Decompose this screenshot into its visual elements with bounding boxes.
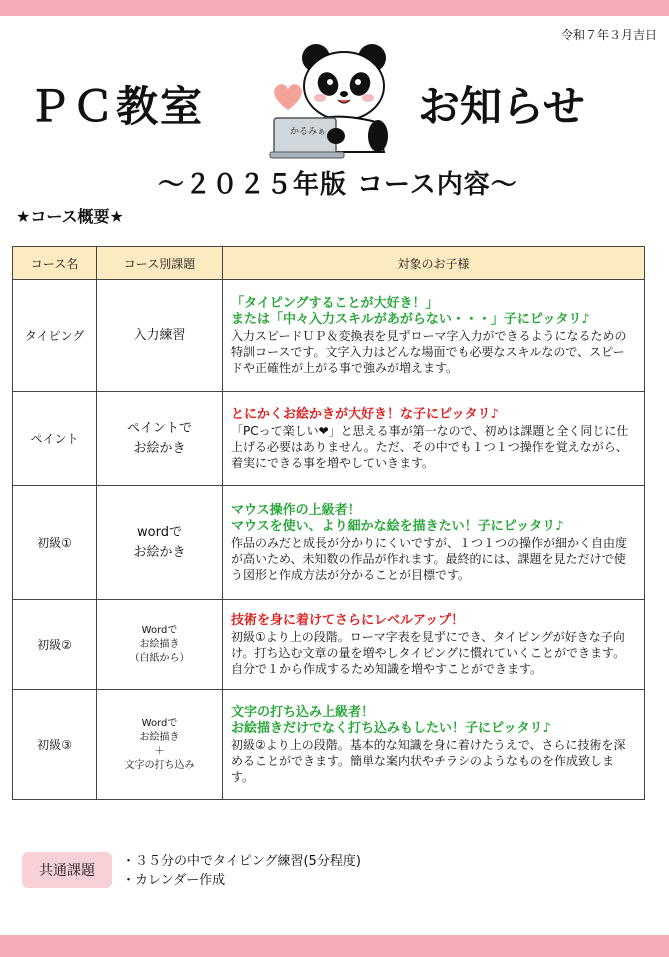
course-detail: 作品のみだと成長が分かりにくいですが、１つ１つの操作が細かく自由度が高いため、未知数の作品が作れます。最終的には、課題を見ただけで使う図形と作成方法が分かることが目標です。 bbox=[231, 535, 628, 582]
course-task-line: お絵かき bbox=[133, 544, 186, 560]
top-pink-band bbox=[0, 0, 669, 16]
course-detail: 初級①より上の段階。ローマ字表を見ずにでき、タイピングが好きな子向け。打ち込む文章の量を増やしタイピングに慣れていくことができます。自分で１から作成するため知識を増やすことができます。 bbox=[231, 629, 626, 676]
bottom-pink-band bbox=[0, 935, 669, 957]
course-name: 初級③ bbox=[13, 690, 97, 800]
course-task-line: お絵描き bbox=[139, 731, 180, 743]
course-task bbox=[97, 486, 223, 600]
course-task bbox=[97, 280, 223, 392]
course-description bbox=[223, 690, 645, 800]
course-lead: 技術を身に着けてさらにレベルアップ！ bbox=[231, 612, 465, 628]
course-task-line: （白紙から） bbox=[129, 652, 190, 664]
course-task-line: ペイントで bbox=[126, 420, 192, 436]
common-task-label: 共通課題 bbox=[22, 852, 112, 888]
course-task-line: Wordで bbox=[141, 717, 178, 729]
course-detail: 入力スピードＵＰ＆変換表を見ずローマ字入力ができるようになるための特訓コースです。文字入力はどんな場面でも必要なスキルなので、スピードや正確性が上がる事で強みが増えます。 bbox=[231, 328, 627, 375]
table-row bbox=[13, 486, 645, 600]
course-task-line: 入力練習 bbox=[133, 327, 186, 343]
course-lead: とにかくお絵かきが大好き！な子にピッタリ♪ bbox=[231, 406, 499, 422]
header-course-name: コース名 bbox=[13, 247, 97, 280]
title-announcement: お知らせ bbox=[418, 82, 585, 131]
course-detail: 「PCって楽しい❤」と思える事が第一なので、初めは課題と全く同じに仕上げる必要はありません。ただ、その中でも１つ１つ操作を覚えながら、着実にできる事を増やしていきます。 bbox=[231, 423, 629, 470]
header-target-children: 対象のお子様 bbox=[223, 247, 645, 280]
course-name: ペイント bbox=[13, 392, 97, 486]
course-lead: 「タイピングすることが大好き！」 bbox=[231, 295, 439, 311]
table-row bbox=[13, 690, 645, 800]
course-task-line: お絵描き bbox=[139, 638, 180, 650]
course-task bbox=[97, 690, 223, 800]
course-detail: 初級②より上の段階。基本的な知識を身に着けたうえで、さらに技術を深めることができます。簡単な案内状やチラシのようなものを作成致します。 bbox=[231, 737, 626, 784]
common-task-item: ・３５分の中でタイピング練習(5分程度) bbox=[122, 854, 361, 869]
course-description bbox=[223, 600, 645, 690]
table-row bbox=[13, 600, 645, 690]
course-lead: マウス操作の上級者！ bbox=[231, 502, 361, 518]
subtitle: ～２０２５年版 コース内容～ bbox=[158, 170, 518, 200]
common-task-item: ・カレンダー作成 bbox=[122, 873, 226, 888]
common-task-list bbox=[122, 852, 361, 890]
mascot-label: かるみぁ bbox=[289, 127, 326, 137]
header-course-task: コース別課題 bbox=[97, 247, 223, 280]
course-task-line: wordで bbox=[137, 524, 182, 540]
table-header-row bbox=[13, 247, 645, 280]
course-description bbox=[223, 280, 645, 392]
course-lead: マウスを使い、より細かな絵を描きたい！子にピッタリ♪ bbox=[231, 518, 564, 534]
course-task-line: 文字の打ち込み bbox=[124, 759, 195, 771]
course-task-line: お絵かき bbox=[133, 440, 186, 456]
course-lead: お絵描きだけでなく打ち込みもしたい！子にピッタリ♪ bbox=[231, 720, 551, 736]
course-task bbox=[97, 392, 223, 486]
title-pc-classroom: ＰＣ教室 bbox=[28, 82, 205, 131]
issue-date: 令和７年３月吉日 bbox=[560, 28, 657, 42]
course-name: タイピング bbox=[13, 280, 97, 392]
panda-mascot-illustration bbox=[266, 36, 406, 160]
course-description bbox=[223, 486, 645, 600]
overview-heading: ★コース概要★ bbox=[16, 207, 124, 226]
course-task-line: ＋ bbox=[154, 745, 165, 757]
course-name: 初級① bbox=[13, 486, 97, 600]
course-lead: または「中々入力スキルがあがらない・・・」子にピッタリ♪ bbox=[231, 311, 590, 327]
course-table bbox=[12, 246, 645, 800]
course-name: 初級② bbox=[13, 600, 97, 690]
table-row bbox=[13, 392, 645, 486]
course-task-line: Wordで bbox=[141, 624, 178, 636]
table-row bbox=[13, 280, 645, 392]
course-task bbox=[97, 600, 223, 690]
course-lead: 文字の打ち込み上級者！ bbox=[231, 704, 375, 720]
course-description bbox=[223, 392, 645, 486]
